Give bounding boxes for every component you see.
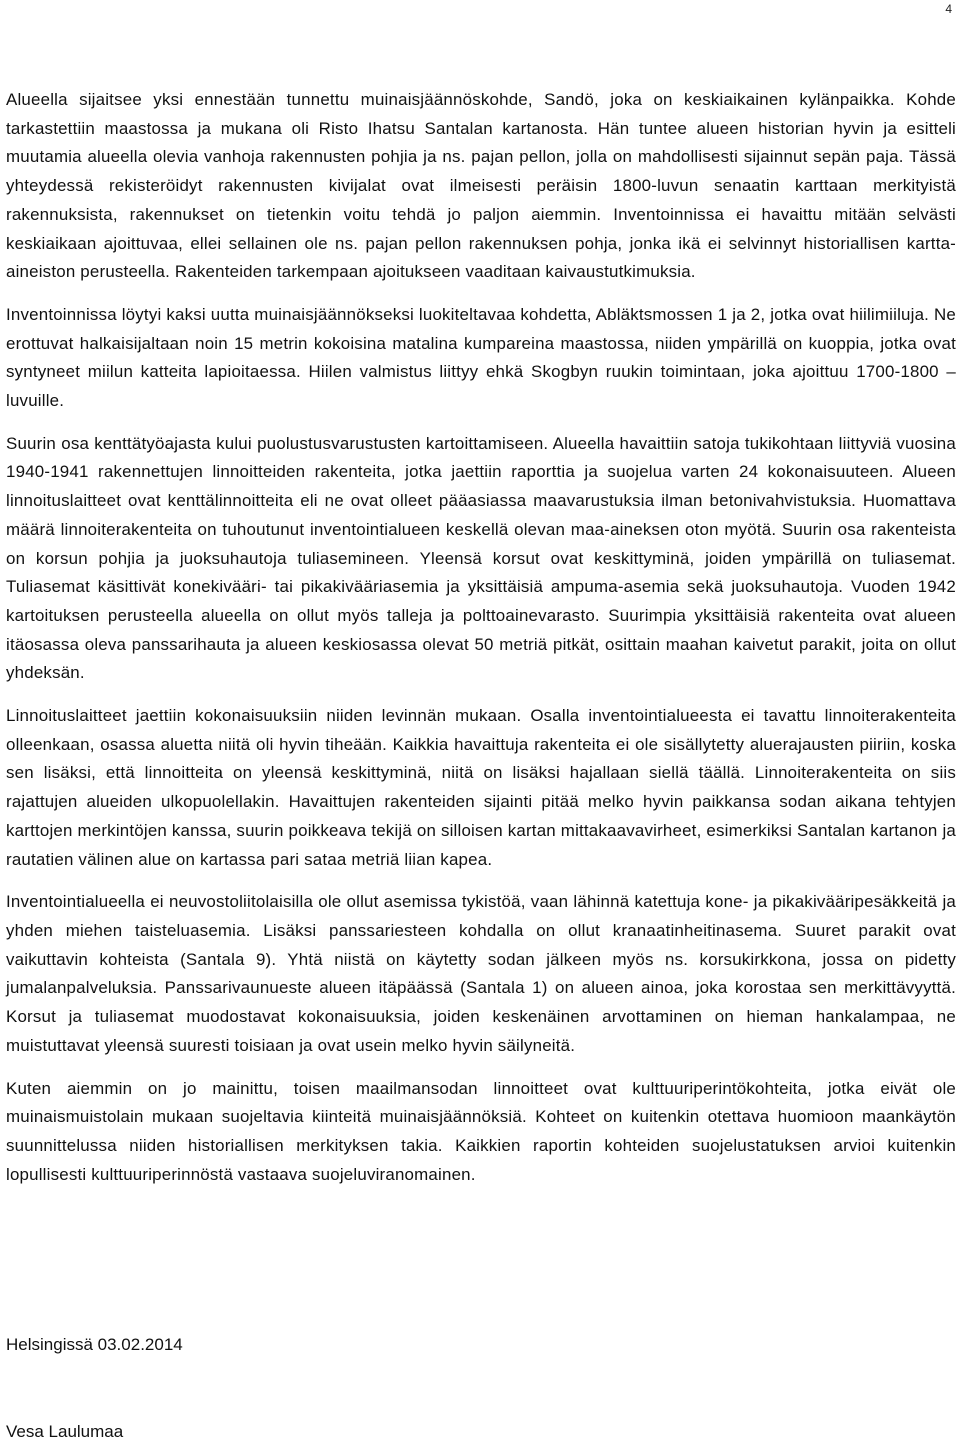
paragraph-soviet-positions: Inventointialueella ei neuvostoliitolaisilla ole ollut asemissa tykistöä, vaan lähinnä katettuja kone- ja pikakivääripesäkkeitä ja yhden miehen taisteluasemia. Lisäksi panssariesteen kohdalla on ollut kranaatinheitinasema. Suuret parakit ovat vaikuttavin kohteista (Santala 9). Yhtä niistä on käytetty sodan jälkeen myös ns. korsukirkkona, jossa on pidetty jumalanpalveluksia. Panssarivaunueste alueen itäpäässä (Santala 1) on alueen ainoa, joka korostaa sen merkittävyyttä. Korsut ja tuliasemat muodostavat kokonaisuuksia, joiden keskenäinen arvottaminen on hieman hankalampaa, ne muistuttavat yleensä suuresti toisiaan ja ovat usein melko hyvin säilyneitä. [6,892,956,1055]
paragraph-charcoal-kilns: Inventoinnissa löytyi kaksi uutta muinaisjäännökseksi luokiteltavaa kohdetta, Abläktsmossen 1 ja 2, jotka ovat hiilimiiluja. Ne erottuvat halkaisijaltaan noin 15 metrin kokoisina matalina kumpareina maastossa, niiden ympärillä on kuoppia, jotka ovat syntyneet miilun katteita lapioitaessa. Hiilen valmistus liittyy ehkä Skogbyn ruukin toimintaan, joka ajoittuu 1700-1800 –luvuille. [6,304,956,411]
author-name: Vesa Laulumaa [6,1422,124,1441]
paragraph-protection-status: Kuten aiemmin on jo mainittu, toisen maailmansodan linnoitteet ovat kulttuuriperintökohteita, jotka eivät ole muinaismuistolain mukaan suojeltavia kiinteitä muinaisjäännöksiä. Kohteet on kuitenkin otettava huomioon maankäytön suunnittelussa niiden historiallisen merkityksen takia. Kaikkien raportin kohteiden suojelustatuksen arvioi kuitenkin lopullisesti kulttuuriperinnöstä vastaava suojeluviranomainen. [6,1078,956,1184]
paragraph-sando: Alueella sijaitsee yksi ennestään tunnettu muinaisjäännöskohde, Sandö, joka on keskiaikainen kylänpaikka. Kohde tarkastettiin maastossa ja mukana oli Risto Ihatsu Santalan kartanosta. Hän tuntee alueen historian hyvin ja esitteli muutamia alueella olevia vanhoja rakennusten pohjia ja ns. pajan pellon, jolla on mahdollisesti sijainnut sepän paja. Tässä yhteydessä rekisteröidyt rakennusten kivijalat ovat ilmeisesti peräisin 1800-luvun senaatin karttaan merkityistä rakennuksista, rakennukset on tietenkin voitu tehdä jo paljon aiemmin. Inventoinnissa ei havaittu mitään selvästi keskiaikaan ajoittuvaa, ellei sellainen ole ns. pajan pellon rakennuksen pohja, jonka ikä ei selvinnyt historiallisen kartta-aineiston perusteella. Rakenteiden tarkempaan ajoitukseen vaaditaan kaivaustutkimuksia. [6,90,956,282]
place-and-date: Helsingissä 03.02.2014 [6,1335,183,1354]
report-body [6,86,956,1203]
paragraph-fortifications: Suurin osa kenttätyöajasta kului puolustusvarustusten kartoittamiseen. Alueella havaittiin satoja tukikohtaan liittyviä vuosina 1940-1941 rakennettujen linnoitteiden rakenteita, jotka jaettiin raporttia ja suojelua varten 24 kokonaisuuteen. Alueen linnoituslaitteet ovat kenttälinnoitteita eli ne ovat olleet pääasiassa maavarustuksia ilman betonivahvistuksia. Huomattava määrä linnoiterakenteita on tuhoutunut inventointialueen keskellä olevan maa-aineksen oton myötä. Suurin osa rakenteista on korsun pohjia ja juoksuhautoja tuliasemineen. Yleensä korsut ovat keskittyminä, joiden ympärillä on tuliasemat. Tuliasemat käsittivät konekivääri- tai pikakivääriasemia ja yksittäisiä ampuma-asemia sekä juoksuhautoja. Vuoden 1942 kartoituksen perusteella alueella on ollut myös talleja ja polttoainevarasto. Suurimpia yksittäisiä rakenteita ovat alueen itäosassa oleva panssarihauta ja alueen keskiosassa olevat 50 metriä pitkät, osittain maahan kaivetut parakit, joita on ollut yhdeksän. [6,433,956,683]
page-number: 4 [945,2,952,16]
paragraph-fortification-groups: Linnoituslaitteet jaettiin kokonaisuuksiin niiden levinnän mukaan. Osalla inventointialueesta ei tavattu linnoiterakenteita olleenkaan, osassa aluetta niitä oli hyvin tiheään. Kaikkia havaittuja rakenteita ei ole sisällytetty aluerajausten piiriin, koska sen lisäksi, että linnoitteita on yleensä keskittyminä, niitä on lisäksi hajallaan siellä täällä. Linnoiterakenteita on siis rajattujen alueiden ulkopuolellakin. Havaittujen rakenteiden sijainti pitää melko hyvin paikkansa sodan aikana tehtyjen karttojen merkintöjen kanssa, suurin poikkeava tekijä on silloisen kartan mittakaavavirheet, esimerkiksi Santalan kartanon ja rautatien välinen alue on kartassa pari sataa metriä liian kapea. [6,706,956,869]
